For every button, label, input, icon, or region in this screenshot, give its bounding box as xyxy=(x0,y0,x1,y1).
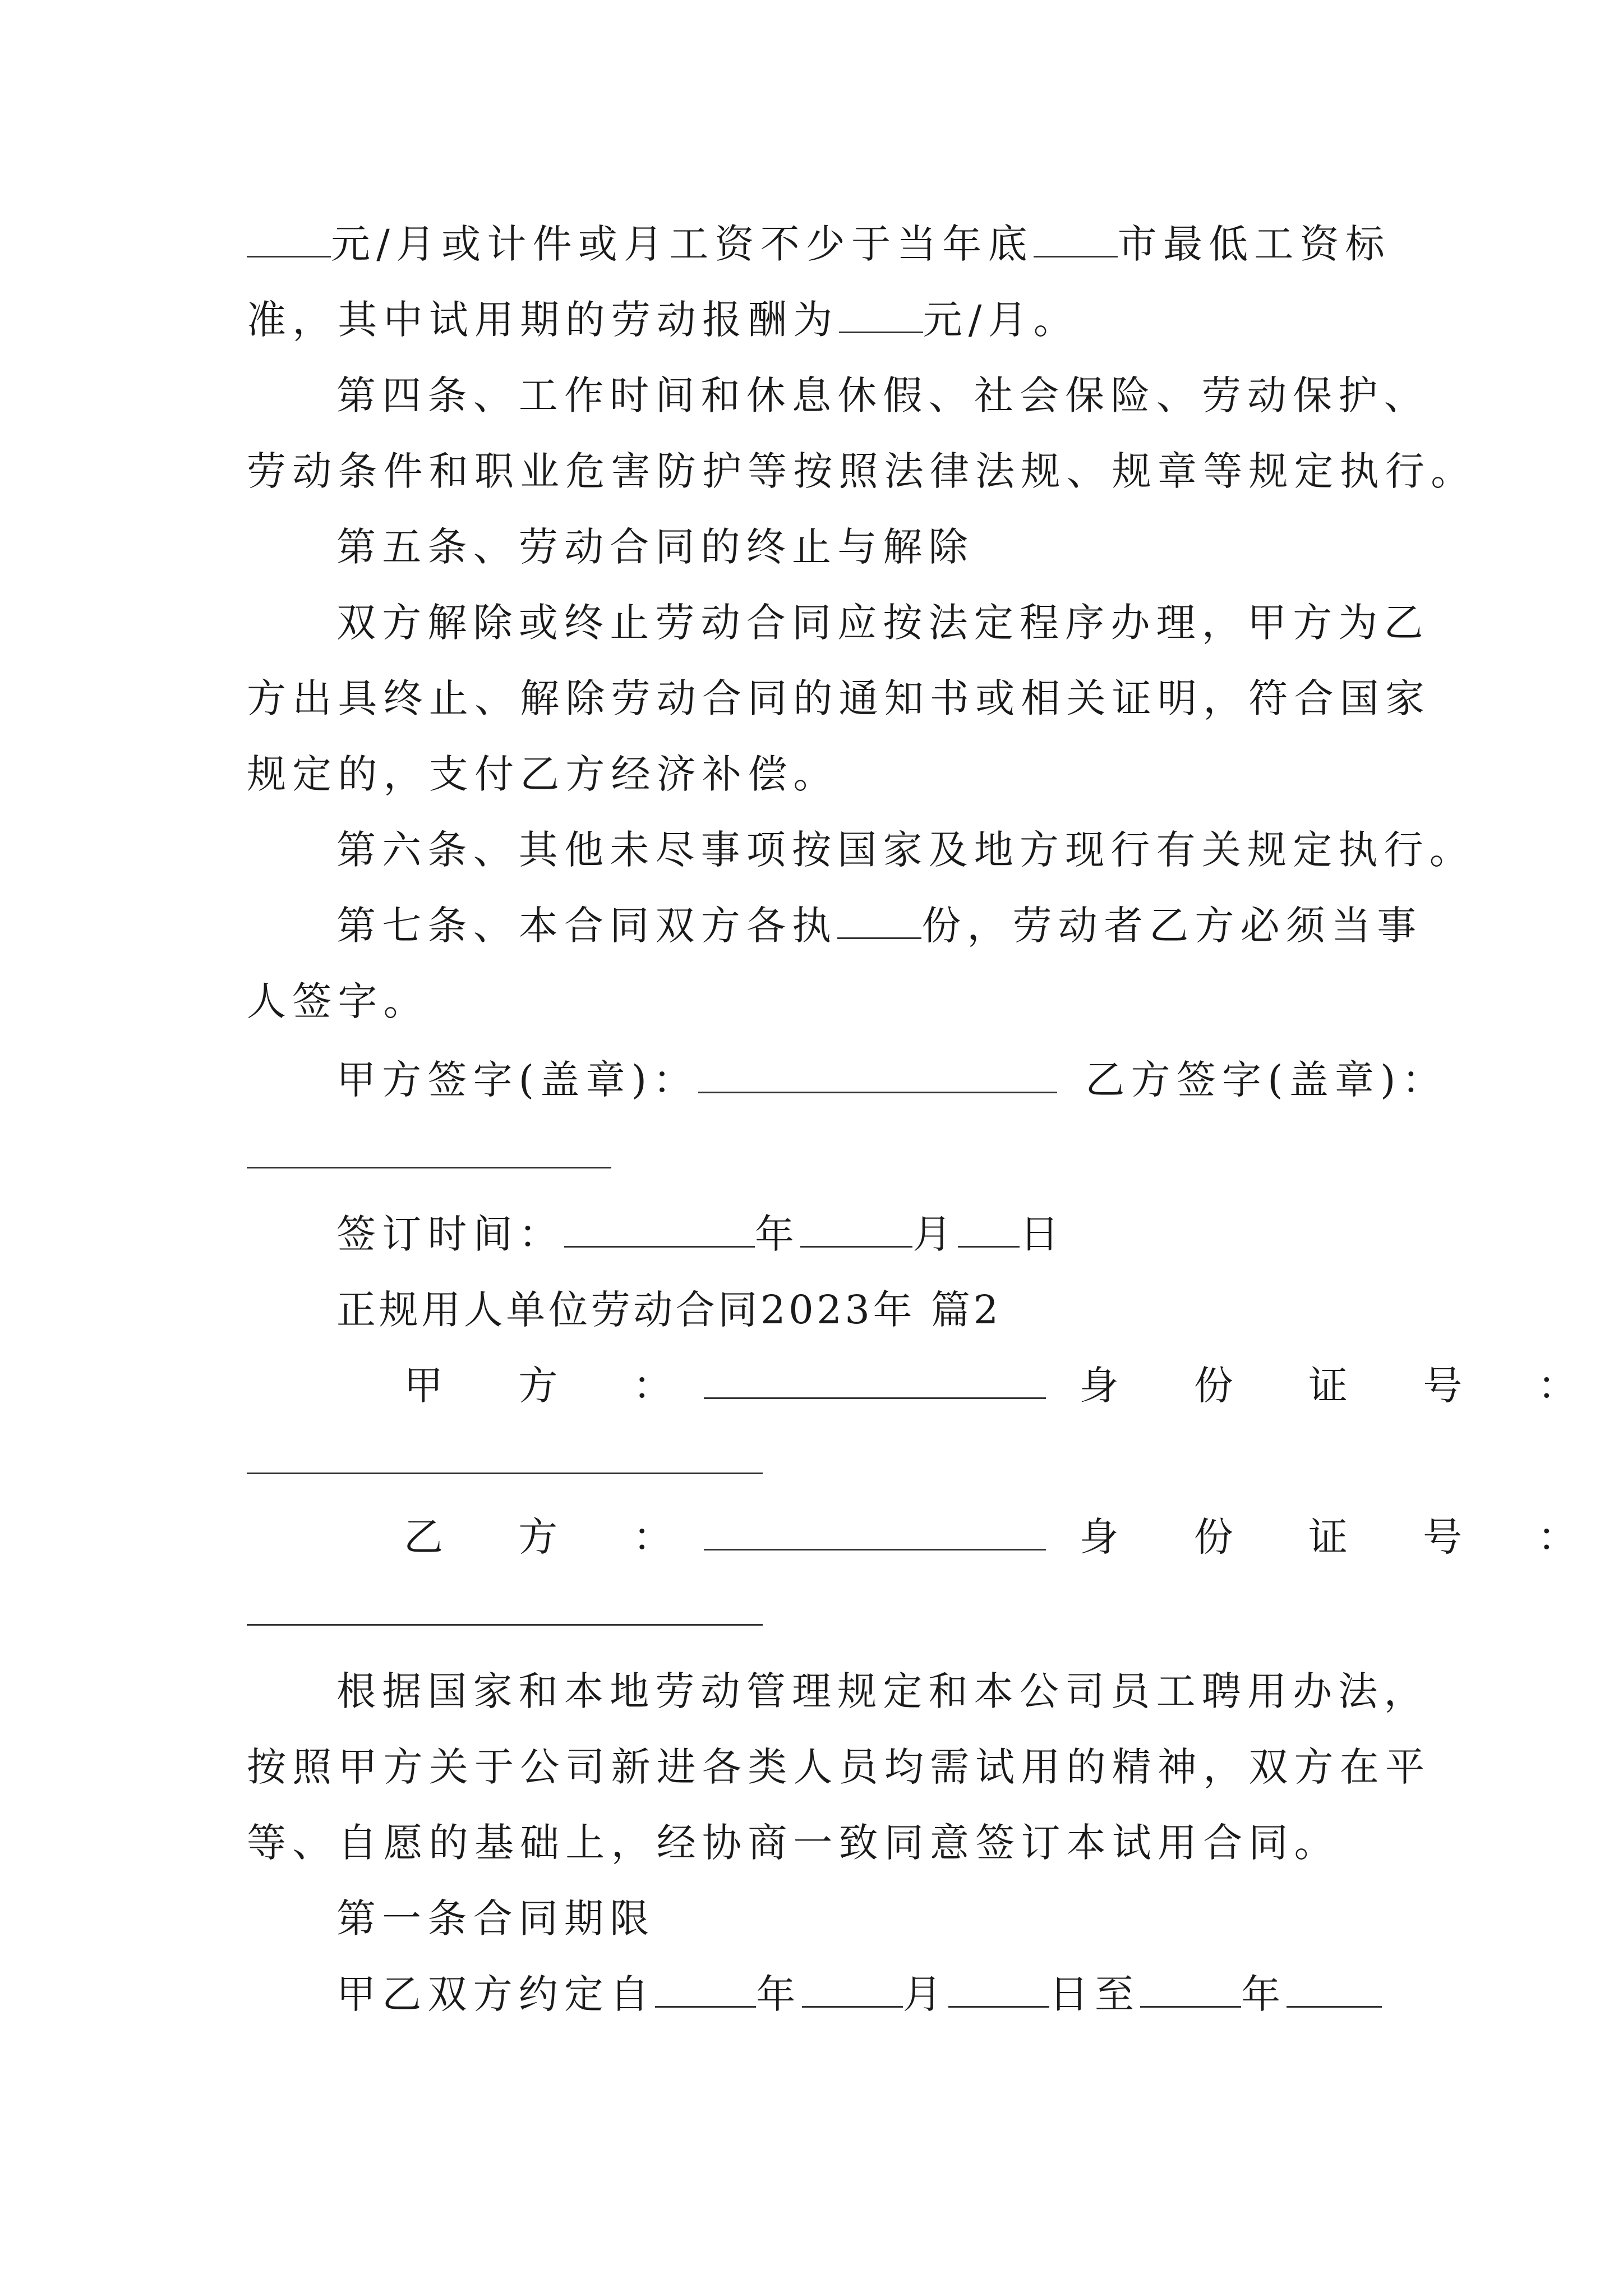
date-month-field[interactable] xyxy=(800,1211,912,1248)
signing-date-label: 签订时间： xyxy=(336,1211,564,1257)
section-heading: 正规用人单位劳动合同2023年 篇2 xyxy=(336,1287,1002,1333)
party-a-id-field[interactable] xyxy=(247,1473,763,1474)
party-b-signature-label: 乙方签字(盖章)： xyxy=(1085,1057,1447,1103)
preamble-line-1: 根据国家和本地劳动管理规定和本公司员工聘用办法， xyxy=(336,1668,1430,1714)
article-5-line-1: 双方解除或终止劳动合同应按法定程序办理，甲方为乙 xyxy=(336,600,1430,646)
party-a-id-line xyxy=(404,1358,1623,1414)
blank-probation-amount[interactable] xyxy=(839,297,923,333)
signature-line xyxy=(336,1052,1623,1108)
article-4-line-1: 第四条、工作时间和休息休假、社会保险、劳动保护、 xyxy=(336,372,1430,418)
blank-copies[interactable] xyxy=(837,903,921,939)
text-wage: 元/月或计件或月工资不少于当年底 xyxy=(331,221,1034,267)
party-b-id-line xyxy=(404,1509,1623,1565)
article-7-line-2: 人签字。 xyxy=(247,978,429,1024)
date-day-field[interactable] xyxy=(958,1211,1020,1248)
article-1-title: 第一条合同期限 xyxy=(336,1895,656,1941)
party-b-signature-field[interactable] xyxy=(247,1167,611,1168)
party-a-id-label: 身 份 证 号 ： xyxy=(1079,1363,1608,1409)
text-min-wage: 市最低工资标 xyxy=(1117,221,1391,267)
line-wage xyxy=(247,216,1623,272)
preamble-line-3: 等、自愿的基础上，经协商一致同意签订本试用合同。 xyxy=(247,1820,1340,1866)
end-month-field[interactable] xyxy=(1287,1971,1382,2008)
article-5-title: 第五条、劳动合同的终止与解除 xyxy=(336,524,974,570)
article-5-line-3: 规定的，支付乙方经济补偿。 xyxy=(247,751,839,797)
date-year-field[interactable] xyxy=(564,1211,755,1248)
article-5-line-2: 方出具终止、解除劳动合同的通知书或相关证明，符合国家 xyxy=(247,675,1431,721)
article-7-line-1: 第七条、本合同双方各执 份，劳动者乙方必须当事 xyxy=(336,903,1423,949)
start-month-field[interactable] xyxy=(802,1971,903,2008)
party-b-name-field[interactable] xyxy=(704,1514,1046,1550)
signing-date-line: 签订时间： 年 月 日 xyxy=(336,1206,1623,1262)
party-a-name-field[interactable] xyxy=(704,1363,1046,1399)
blank-wage-amount[interactable] xyxy=(247,221,331,257)
party-a-label: 甲 方 ： xyxy=(404,1363,704,1409)
party-b-label: 乙 方 ： xyxy=(404,1514,704,1560)
article-4-line-2: 劳动条件和职业危害防护等按照法律法规、规章等规定执行。 xyxy=(247,448,1477,494)
text-yuan-month: 元/月。 xyxy=(923,297,1079,343)
line-probation-pay xyxy=(247,292,1623,348)
party-a-signature-field[interactable] xyxy=(698,1057,1057,1093)
text-probation-pay: 准，其中试用期的劳动报酬为 xyxy=(247,297,839,343)
start-year-field[interactable] xyxy=(655,1971,756,2008)
contract-term-line: 甲乙双方约定自 年 月 日至 年 xyxy=(336,1966,1623,2022)
start-day-field[interactable] xyxy=(948,1971,1049,2008)
preamble-line-2: 按照甲方关于公司新进各类人员均需试用的精神，双方在平 xyxy=(247,1744,1431,1790)
party-b-id-field[interactable] xyxy=(247,1624,763,1626)
party-a-signature-label: 甲方签字(盖章)： xyxy=(336,1057,699,1103)
end-year-field[interactable] xyxy=(1140,1971,1241,2008)
party-b-id-label: 身 份 证 号 ： xyxy=(1079,1514,1608,1560)
blank-city[interactable] xyxy=(1034,221,1118,257)
article-6: 第六条、其他未尽事项按国家及地方现行有关规定执行。 xyxy=(336,827,1475,873)
